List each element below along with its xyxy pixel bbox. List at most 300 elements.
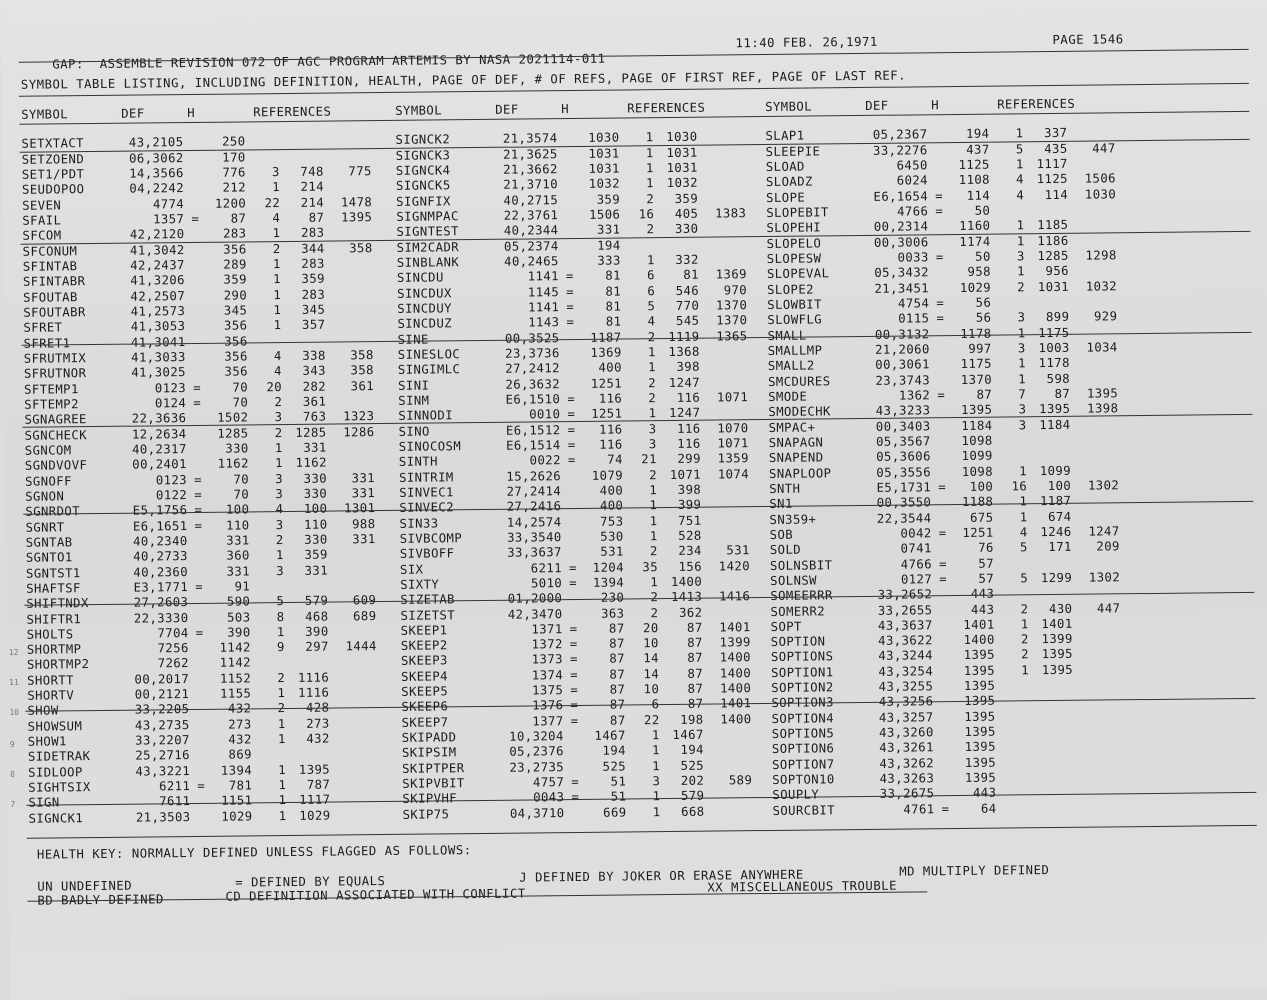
cell-ref-count: 1 (273, 303, 282, 318)
cell-first-ref: 430 (1048, 601, 1073, 616)
cell-health: = (194, 487, 203, 502)
cell-symbol: SINCDU (396, 270, 444, 286)
cell-symbol: SLOPEVAL (766, 266, 830, 282)
cell-symbol: SFINTABR (22, 274, 86, 290)
cell-first-ref: 214 (300, 195, 325, 210)
cell-symbol: SLOPEBIT (766, 205, 829, 220)
cell-def: 40,2317 (132, 441, 187, 457)
cell-ref-count: 1 (1015, 126, 1024, 141)
cell-last-ref: 1401 (720, 696, 752, 711)
cell-symbol: SKEEP1 (400, 623, 448, 638)
margin-mark: 10 (9, 707, 20, 717)
cell-ref-count: 1 (652, 804, 661, 819)
cell-symbol: SHIFTR1 (26, 611, 82, 627)
cell-health: = (193, 380, 202, 395)
cell-page: 110 (226, 517, 250, 533)
cell-page: 1251 (590, 376, 623, 391)
cell-first-ref: 1162 (295, 455, 327, 471)
cell-page: 1174 (959, 234, 991, 249)
cell-symbol: SINM (398, 393, 430, 408)
cell-ref-count: 1 (645, 145, 654, 160)
cell-first-ref: 1099 (1039, 463, 1072, 478)
cell-page: 1400 (963, 632, 995, 648)
cell-page: 1395 (964, 755, 997, 770)
cell-page: 432 (228, 732, 252, 747)
cell-def: 21,3625 (502, 146, 558, 162)
cell-page: 330 (225, 441, 249, 456)
cell-last-ref: 358 (350, 348, 374, 363)
cell-first-ref: 399 (677, 497, 702, 513)
cell-symbol: SHIFTNDX (26, 596, 89, 611)
cell-first-ref: 331 (303, 440, 327, 455)
cell-symbol: SOLNSW (770, 573, 818, 588)
cell-health: = (194, 518, 203, 533)
cell-last-ref: 1401 (719, 620, 751, 635)
cell-first-ref: 1467 (672, 727, 704, 743)
cell-page: 1285 (217, 425, 249, 441)
cell-ref-count: 1 (272, 257, 281, 272)
cell-first-ref: 1125 (1036, 172, 1069, 187)
cell-def: 12,2634 (131, 426, 187, 442)
cell-symbol: SIGNFIX (396, 193, 451, 209)
cell-last-ref: 689 (352, 608, 377, 623)
cell-last-ref: 1323 (343, 409, 375, 424)
cell-page: 331 (596, 222, 621, 238)
cell-ref-count: 2 (275, 532, 284, 547)
cell-symbol: SFOUTABR (23, 305, 86, 320)
cell-symbol: SOLNSBIT (769, 557, 833, 573)
cell-symbol: SFRUTNOR (23, 366, 87, 382)
cell-last-ref: 358 (350, 363, 374, 378)
cell-ref-count: 1 (273, 272, 282, 287)
cell-first-ref: 1031 (666, 145, 698, 160)
cell-page: 116 (598, 391, 623, 406)
cell-ref-count: 2 (648, 375, 657, 390)
cell-ref-count: 1 (275, 548, 284, 563)
cell-ref-count: 1 (277, 716, 286, 731)
cell-symbol: SOPTION2 (771, 680, 834, 696)
cell-ref-count: 1 (1020, 617, 1029, 632)
cell-symbol: SIX (399, 562, 424, 577)
cell-def: 14,2574 (506, 514, 562, 530)
cell-def: 22,3761 (503, 208, 559, 223)
cell-def: 42,2437 (130, 258, 185, 273)
cell-first-ref: 1119 (668, 329, 700, 344)
cell-symbol: SOMERR2 (770, 603, 826, 619)
cell-symbol: SFTEMP2 (24, 397, 79, 412)
cell-page: 81 (605, 268, 621, 283)
cell-ref-count: 1 (649, 498, 658, 513)
cell-first-ref: 1178 (1038, 356, 1070, 371)
cell-def: 1373 (531, 652, 564, 667)
cell-page: 1160 (959, 218, 991, 234)
cell-symbol: SIXTY (400, 577, 440, 592)
cell-page: 1029 (959, 280, 992, 295)
cell-page: 56 (975, 295, 992, 310)
cell-symbol: SOPTION (770, 634, 826, 650)
cell-symbol: SEUDOPOO (21, 182, 85, 198)
cell-symbol: SIGNCK1 (28, 810, 84, 826)
health-key-j: J DEFINED BY JOKER OR ERASE ANYWHERE (519, 867, 804, 885)
cell-first-ref: 432 (306, 731, 330, 746)
cell-first-ref: 273 (306, 716, 330, 731)
cell-ref-count: 1 (278, 808, 287, 823)
cell-health: = (938, 479, 947, 495)
cell-ref-count: 1 (1016, 218, 1025, 233)
cell-symbol: SMALLMP (767, 343, 823, 358)
cell-page: 1098 (961, 433, 993, 448)
cell-health: = (567, 407, 576, 422)
cell-symbol: SNAPLOOP (768, 465, 832, 481)
cell-page: 958 (967, 264, 991, 280)
cell-def: 41,3025 (131, 365, 186, 380)
cell-first-ref: 359 (301, 271, 326, 287)
cell-first-ref: 1246 (1040, 524, 1072, 539)
cell-def: 27,2414 (506, 484, 562, 499)
cell-symbol: SKIPADD (401, 730, 457, 745)
cell-symbol: SOLD (769, 542, 802, 558)
cell-ref-count: 10 (643, 636, 659, 651)
cell-def: 6450 (896, 158, 928, 173)
cell-def: 6024 (896, 173, 929, 188)
cell-page: 443 (970, 602, 995, 617)
cell-ref-count: 4 (1016, 187, 1025, 203)
cell-page: 333 (597, 253, 621, 268)
cell-def: 43,2105 (128, 135, 184, 150)
cell-first-ref: 1031 (666, 160, 698, 176)
cell-def: 04,3710 (509, 805, 565, 821)
cell-def: 23,3743 (875, 372, 931, 388)
cell-last-ref: 1395 (1086, 386, 1119, 401)
cell-def: E6,1654 (873, 188, 929, 204)
cell-health: = (567, 391, 576, 406)
cell-symbol: SN359+ (769, 512, 817, 527)
cell-page: 194 (597, 238, 621, 253)
header-health: H (187, 105, 196, 121)
margin-mark: 7 (10, 799, 16, 809)
cell-ref-count: 1 (274, 456, 283, 471)
cell-first-ref: 337 (1043, 126, 1068, 141)
cell-def: 21,3574 (502, 131, 558, 147)
cell-page: 1155 (219, 686, 252, 701)
cell-page: 356 (223, 242, 247, 257)
cell-symbol: SHOW1 (27, 734, 67, 749)
cell-symbol: SNAPEND (768, 450, 824, 466)
cell-last-ref: 531 (726, 543, 750, 558)
cell-page: 1395 (964, 770, 997, 786)
cell-first-ref: 359 (674, 191, 699, 206)
cell-page: 356 (224, 349, 248, 364)
cell-health: = (935, 204, 944, 219)
cell-def: 05,2367 (872, 127, 928, 143)
cell-page: 1187 (590, 330, 622, 345)
cell-ref-count: 2 (1020, 601, 1029, 616)
cell-symbol: SMODE (768, 389, 808, 404)
cell-symbol: SOUPLY (772, 787, 820, 803)
cell-health: = (571, 790, 580, 805)
cell-def: 06,3062 (128, 150, 184, 166)
header-def: DEF (121, 106, 145, 121)
cell-symbol: SINVEC1 (399, 485, 454, 500)
cell-page: 50 (975, 249, 991, 264)
cell-health: = (193, 395, 202, 410)
cell-def: 1372 (531, 637, 563, 652)
cell-def: 05,3432 (874, 265, 929, 281)
cell-ref-count: 20 (642, 620, 659, 636)
cell-first-ref: 87 (687, 697, 704, 712)
cell-symbol: SN1 (769, 496, 793, 512)
cell-def: 40,2344 (503, 223, 559, 239)
cell-def: 43,3244 (878, 648, 933, 664)
cell-first-ref: 751 (677, 513, 702, 528)
cell-page: 1152 (219, 671, 252, 686)
cell-last-ref: 1074 (717, 466, 750, 482)
cell-last-ref: 1302 (1088, 570, 1121, 585)
page-number: PAGE 1546 (1052, 32, 1124, 47)
cell-symbol: SOPTION6 (771, 741, 835, 757)
cell-symbol: SINTRIM (398, 469, 454, 485)
cell-symbol: SKEEP7 (401, 715, 449, 730)
margin-mark: 9 (9, 739, 15, 749)
header-symbol: SYMBOL (765, 99, 813, 114)
cell-page: 1369 (590, 345, 622, 360)
cell-first-ref: 1184 (1039, 417, 1071, 432)
cell-page: 1142 (219, 640, 251, 655)
cell-ref-count: 1 (652, 758, 661, 773)
header-def: DEF (865, 98, 889, 113)
cell-ref-count: 3 (652, 774, 661, 789)
cell-page: 1098 (961, 464, 994, 479)
cell-first-ref: 330 (674, 221, 699, 237)
cell-page: 1142 (219, 655, 252, 671)
cell-symbol: SIGN (28, 795, 60, 811)
cell-page: 1395 (964, 694, 996, 709)
cell-last-ref: 1032 (1085, 278, 1118, 294)
cell-first-ref: 1401 (1041, 616, 1073, 631)
cell-first-ref: 361 (302, 394, 327, 409)
cell-ref-count: 10 (643, 682, 660, 697)
cell-page: 1251 (962, 525, 994, 540)
cell-def: 0022 (529, 453, 561, 468)
cell-def: 00,3403 (875, 418, 931, 434)
cell-page: 997 (968, 341, 992, 356)
cell-first-ref: 525 (680, 758, 705, 773)
cell-last-ref: 970 (723, 282, 748, 298)
cell-first-ref: 545 (675, 313, 700, 329)
cell-first-ref: 331 (304, 563, 329, 578)
cell-page: 51 (610, 774, 627, 789)
cell-ref-count: 20 (266, 379, 283, 394)
cell-ref-count: 16 (1011, 479, 1028, 494)
cell-first-ref: 283 (300, 225, 325, 241)
cell-page: 753 (599, 514, 624, 529)
health-key-cd: CD DEFINITION ASSOCIATED WITH CONFLICT (225, 886, 526, 904)
cell-page: 776 (222, 165, 246, 180)
cell-first-ref: 87 (686, 620, 703, 635)
cell-first-ref: 283 (301, 256, 325, 271)
cell-symbol: SFRUTMIX (23, 351, 87, 366)
cell-first-ref: 343 (302, 363, 326, 379)
cell-first-ref: 1395 (298, 762, 331, 777)
cell-symbol: SNAPAGN (768, 435, 824, 450)
cell-page: 400 (598, 360, 622, 376)
cell-def: 21,3503 (135, 809, 191, 825)
cell-page: 212 (222, 180, 247, 195)
cell-symbol: SEVEN (22, 198, 62, 213)
cell-first-ref: 100 (303, 501, 328, 517)
cell-def: 0127 (900, 572, 933, 587)
cell-def: 1377 (532, 713, 564, 729)
cell-symbol: SHORTT (27, 673, 75, 688)
cell-symbol: SMODECHK (768, 404, 831, 420)
cell-def: 7256 (157, 641, 189, 656)
cell-page: 76 (978, 540, 994, 555)
cell-ref-count: 6 (651, 697, 660, 712)
cell-ref-count: 1 (648, 406, 657, 421)
cell-symbol: SFTEMP1 (24, 381, 79, 397)
cell-page: 590 (226, 594, 251, 609)
cell-first-ref: 668 (681, 804, 705, 819)
cell-symbol: SINBLANK (396, 255, 460, 270)
cell-def: 33,2675 (879, 786, 935, 802)
cell-ref-count: 3 (1016, 249, 1025, 264)
cell-last-ref: 1301 (344, 501, 376, 516)
cell-ref-count: 1 (649, 513, 658, 528)
cell-page: 1394 (592, 575, 625, 590)
cell-health: = (941, 801, 950, 816)
cell-first-ref: 357 (301, 317, 326, 333)
cell-health: = (191, 211, 200, 226)
cell-symbol: SGNOFF (24, 473, 72, 489)
cell-first-ref: 110 (304, 517, 328, 532)
cell-last-ref: 1398 (1087, 401, 1119, 416)
cell-first-ref: 338 (302, 348, 326, 363)
cell-def: 0010 (529, 407, 561, 422)
cell-def: 40,2360 (133, 564, 189, 580)
cell-first-ref: 171 (1048, 539, 1072, 555)
cell-ref-count: 1 (647, 345, 656, 360)
cell-page: 64 (980, 801, 997, 816)
cell-def: 42,2507 (130, 288, 186, 304)
cell-ref-count: 1 (1019, 509, 1028, 524)
cell-last-ref: 1359 (717, 451, 749, 466)
cell-symbol: SIM2CADR (396, 239, 460, 255)
cell-last-ref: 331 (351, 485, 376, 501)
cell-health: = (938, 556, 947, 571)
cell-symbol: SIGNMPAC (396, 209, 459, 224)
cell-ref-count: 1 (272, 180, 281, 195)
cell-symbol: SIGNCK3 (395, 147, 451, 163)
cell-first-ref: 899 (1045, 310, 1070, 325)
cell-symbol: SOPTION7 (771, 757, 835, 772)
cell-symbol: SET1/PDT (21, 167, 85, 182)
cell-ref-count: 21 (641, 452, 657, 467)
cell-symbol: SIGNCK4 (395, 163, 451, 178)
margin-mark: 12 (8, 647, 19, 657)
cell-first-ref: 598 (1046, 371, 1071, 386)
cell-page: 170 (222, 150, 246, 165)
cell-page: 1151 (221, 793, 253, 809)
cell-health: = (571, 775, 580, 790)
cell-symbol: SIDETRAK (27, 749, 91, 765)
cell-ref-count: 1 (652, 743, 660, 758)
cell-first-ref: 1395 (1039, 402, 1071, 417)
cell-def: 0043 (533, 790, 565, 805)
cell-def: 42,2120 (129, 227, 185, 242)
cell-page: 1502 (217, 410, 249, 425)
cell-page: 669 (603, 805, 627, 820)
cell-ref-count: 1 (272, 226, 281, 241)
cell-page: 359 (596, 192, 621, 207)
cell-first-ref: 1003 (1038, 340, 1070, 356)
cell-page: 1200 (214, 196, 247, 211)
cell-symbol: SFAIL (22, 213, 62, 228)
cell-symbol: SOPTION5 (771, 726, 835, 742)
cell-first-ref: 81 (683, 267, 699, 283)
cell-def: 43,3233 (875, 403, 931, 419)
cell-ref-count: 6 (647, 283, 656, 298)
cell-page: 356 (224, 364, 248, 379)
cell-ref-count: 1 (1018, 371, 1027, 386)
cell-page: 100 (225, 502, 250, 517)
cell-page: 356 (224, 334, 248, 349)
cell-first-ref: 1030 (666, 130, 698, 145)
cell-ref-count: 3 (1018, 402, 1027, 417)
cell-symbol: SIVBCOMP (399, 531, 463, 546)
cell-symbol: SKEEP3 (400, 653, 448, 669)
cell-page: 1029 (221, 809, 253, 824)
cell-first-ref: 114 (1044, 187, 1069, 202)
health-key-eq: = DEFINED BY EQUALS (235, 874, 386, 890)
cell-ref-count: 2 (648, 391, 657, 406)
cell-ref-count: 2 (646, 222, 655, 237)
cell-last-ref: 1071 (717, 436, 749, 451)
cell-def: 05,3567 (875, 434, 931, 449)
cell-page: 81 (605, 299, 622, 314)
cell-page: 87 (608, 621, 625, 636)
cell-symbol: SIN33 (399, 515, 439, 531)
cell-def: 23,3736 (505, 346, 560, 361)
cell-def: 40,2465 (504, 254, 559, 269)
cell-def: 15,2626 (506, 468, 562, 484)
cell-def: 7704 (157, 625, 189, 641)
cell-first-ref: 283 (301, 287, 326, 302)
cell-def: 43,3260 (879, 725, 934, 740)
cell-last-ref: 1399 (719, 635, 751, 650)
margin-mark: 11 (9, 677, 19, 687)
cell-symbol: SLOPELO (766, 236, 822, 251)
cell-ref-count: 3 (276, 563, 285, 578)
cell-page: 1370 (960, 372, 993, 387)
cell-page: 437 (966, 142, 990, 157)
cell-symbol: SINE (397, 332, 429, 347)
cell-def: 33,2205 (134, 702, 190, 718)
cell-def: 1357 (153, 212, 185, 227)
cell-def: 41,3206 (130, 273, 186, 288)
cell-page: 1162 (217, 456, 249, 471)
cell-ref-count: 3 (648, 437, 657, 452)
cell-def: 05,2376 (509, 744, 564, 760)
cell-health: = (935, 250, 944, 265)
cell-def: 33,2276 (872, 142, 928, 158)
cell-def: 43,3261 (879, 740, 934, 756)
cell-symbol: SLEEPIE (765, 144, 821, 159)
header-symbol: SYMBOL (21, 107, 69, 122)
cell-first-ref: 1029 (299, 808, 331, 823)
cell-first-ref: 330 (303, 471, 328, 486)
cell-page: 1395 (964, 724, 996, 740)
cell-last-ref: 1302 (1087, 478, 1120, 493)
